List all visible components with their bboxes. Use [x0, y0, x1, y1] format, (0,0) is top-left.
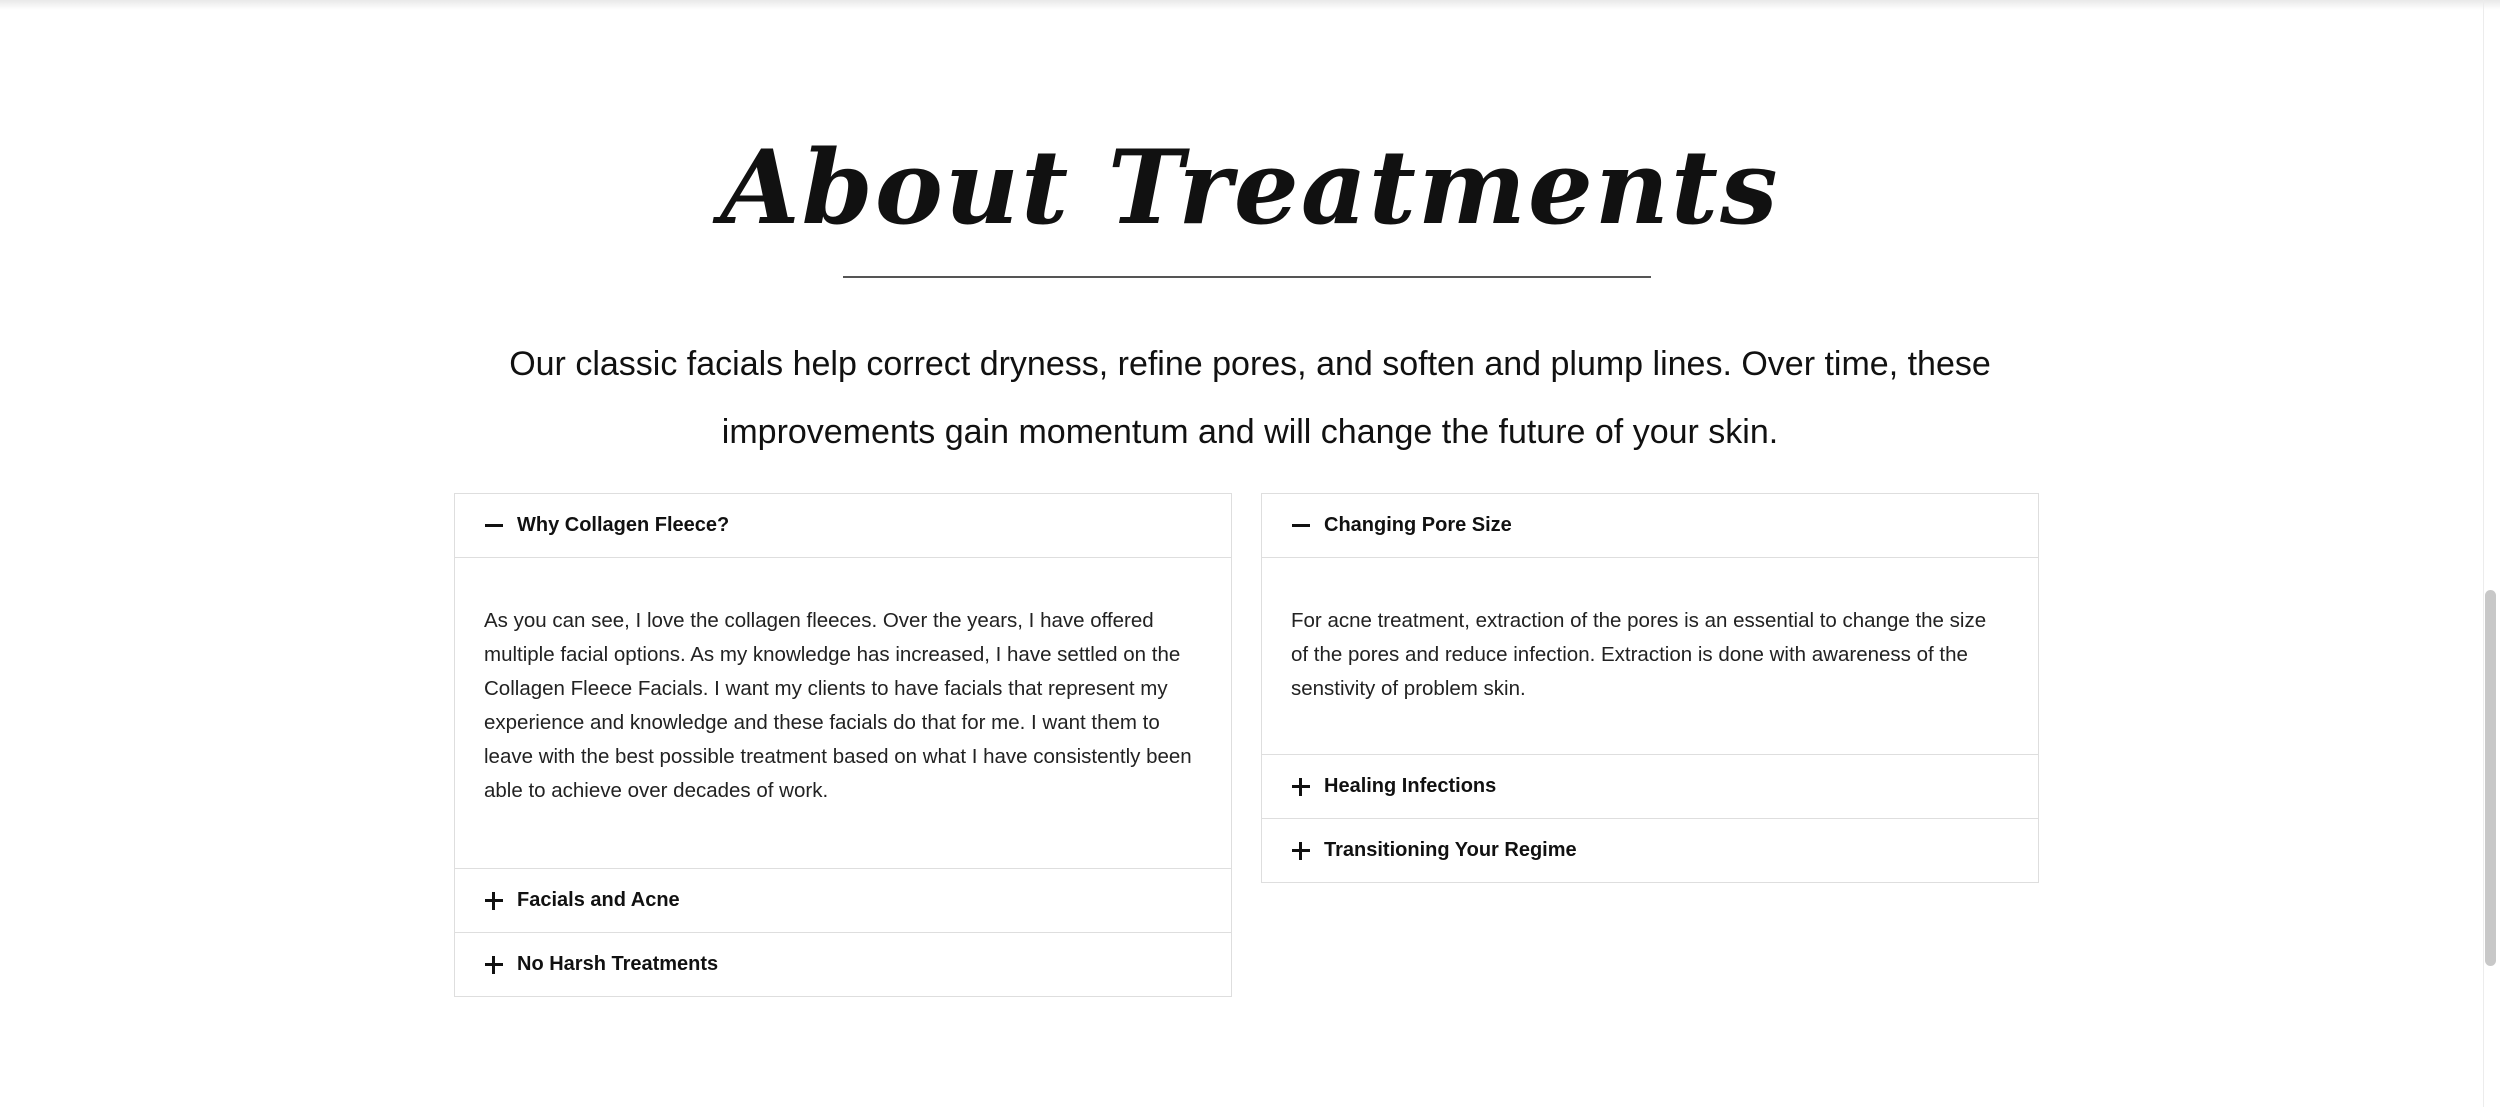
accordion-item	[1262, 494, 2038, 754]
scrollbar-thumb[interactable]	[2485, 590, 2496, 966]
accordion-title: Transitioning Your Regime	[1324, 839, 1577, 861]
accordion-content: For acne treatment, extraction of the pores is an essential to change the size of the pores and reduce infection. Extraction is done with awareness of the senstivity of problem skin.	[1262, 557, 2038, 754]
accordion-item	[455, 494, 1231, 868]
accordion-item	[1262, 818, 2038, 882]
accordion-left	[454, 493, 1232, 997]
accordion-item	[455, 868, 1231, 932]
accordion-toggle-changing-pore-size[interactable]	[1262, 494, 2038, 557]
plus-icon	[1291, 841, 1311, 861]
accordion-title: Changing Pore Size	[1324, 514, 1512, 536]
minus-icon	[1291, 516, 1311, 536]
accordion-item	[455, 932, 1231, 996]
page-title: About Treatments	[720, 128, 1780, 248]
plus-icon	[484, 891, 504, 911]
title-divider	[843, 276, 1651, 278]
accordion-title: Facials and Acne	[517, 889, 680, 911]
accordion-item	[1262, 754, 2038, 818]
accordion-title: Why Collagen Fleece?	[517, 514, 730, 536]
accordion-toggle-facials-and-acne[interactable]	[455, 869, 1231, 932]
accordion-toggle-no-harsh-treatments[interactable]	[455, 933, 1231, 996]
header-shadow	[0, 0, 2500, 10]
accordion-title: Healing Infections	[1324, 775, 1497, 797]
intro-text: Our classic facials help correct dryness, refine pores, and soften and plump lines. Over time, these improvements gain momentum and will change the future of your skin.	[509, 345, 1991, 451]
accordion-toggle-transitioning-your-regime[interactable]	[1262, 819, 2038, 882]
accordion-toggle-healing-infections[interactable]	[1262, 755, 2038, 818]
accordion-toggle-why-collagen-fleece[interactable]	[455, 494, 1231, 557]
plus-icon	[484, 955, 504, 975]
accordion-content: As you can see, I love the collagen fleeces. Over the years, I have offered multiple facial options. As my knowledge has increased, I have settled on the Collagen Fleece Facials. I want my clients to have facials that represent my experience and knowledge and these facials do that for me. I want them to leave with the best possible treatment based on what I have consistently been able to achieve over decades of work.	[455, 557, 1231, 868]
plus-icon	[1291, 777, 1311, 797]
accordion-right	[1261, 493, 2039, 883]
accordion-title: No Harsh Treatments	[517, 953, 719, 975]
minus-icon	[484, 516, 504, 536]
